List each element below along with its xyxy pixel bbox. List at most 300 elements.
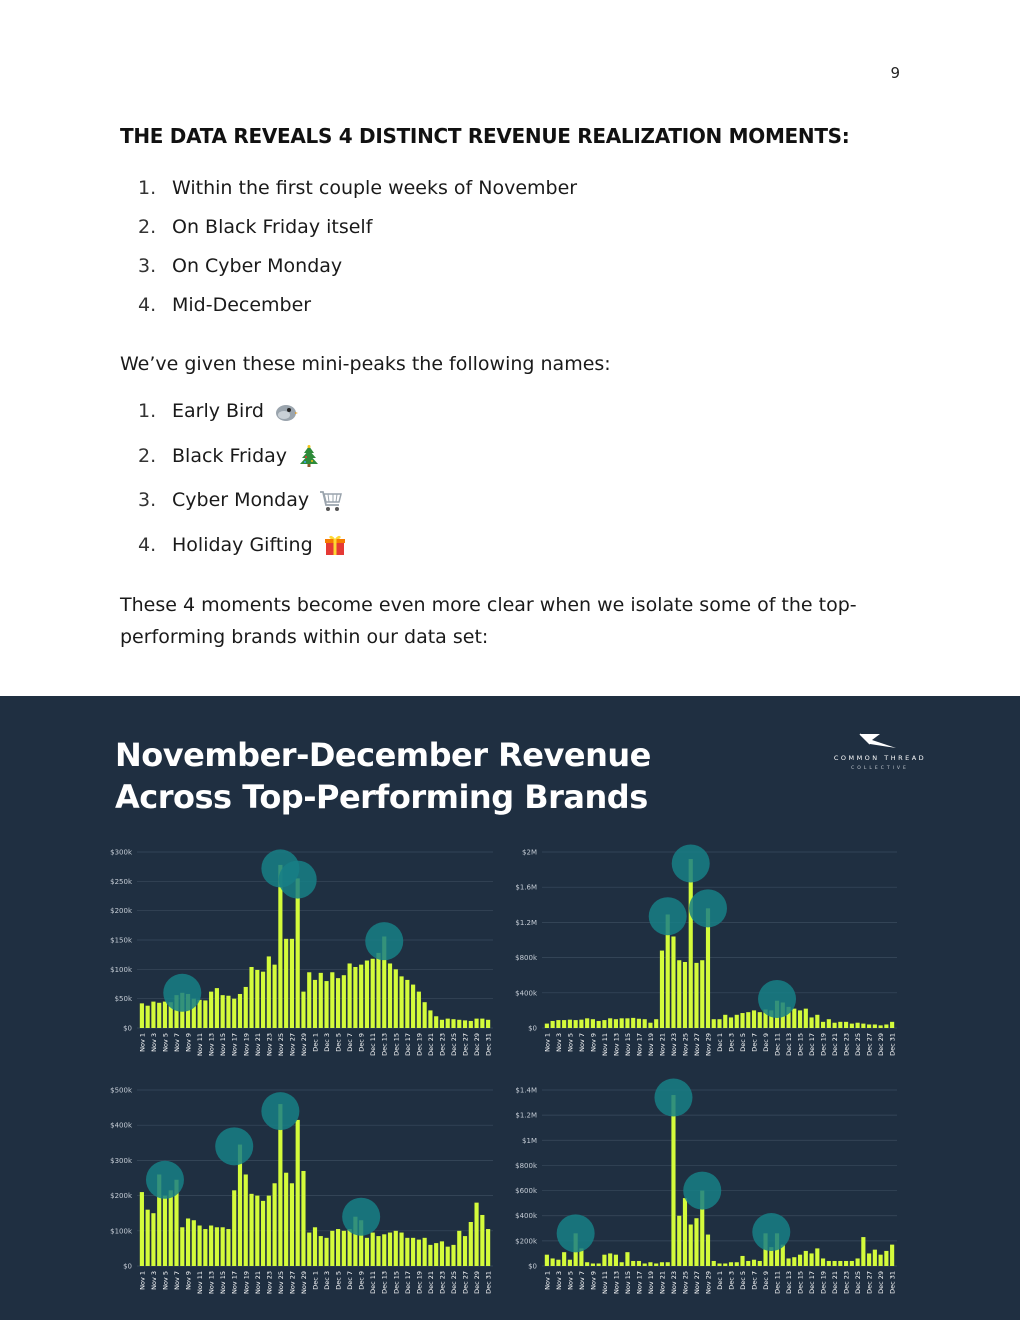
bar (273, 1183, 277, 1266)
bar (729, 1017, 733, 1028)
x-tick-label: Nov 17 (635, 1271, 644, 1295)
x-tick-label: Dec 29 (473, 1033, 482, 1056)
bar (827, 1019, 831, 1028)
x-tick-label: Nov 11 (600, 1033, 609, 1057)
bar (469, 1021, 473, 1028)
list-text: On Cyber Monday (172, 255, 343, 277)
y-tick-label: $200k (515, 1237, 537, 1246)
bar (746, 1261, 750, 1266)
bar (198, 1000, 202, 1028)
bar (597, 1263, 601, 1266)
bar (625, 1018, 629, 1028)
x-tick-label: Dec 9 (357, 1033, 366, 1052)
bar (671, 936, 675, 1028)
bar (758, 1012, 762, 1028)
y-tick-label: $1M (522, 1136, 537, 1145)
x-tick-label: Dec 7 (346, 1271, 355, 1290)
x-tick-label: Nov 25 (681, 1271, 690, 1295)
names-list (120, 398, 347, 576)
bar (324, 981, 328, 1028)
x-tick-label: Nov 13 (207, 1271, 216, 1295)
list-number: 2. (138, 216, 157, 238)
bar (446, 1019, 450, 1028)
bar (434, 1016, 438, 1028)
bar (873, 1024, 877, 1028)
peak-highlight-circle (261, 1092, 299, 1130)
bar (330, 1231, 334, 1266)
bar (614, 1255, 618, 1266)
bar (151, 1002, 155, 1028)
y-tick-label: $100k (110, 965, 132, 974)
revenue-infographic (0, 696, 1020, 1320)
bar (545, 1024, 549, 1028)
x-tick-label: Dec 19 (415, 1271, 424, 1294)
peak-highlight-circle (365, 922, 403, 960)
x-tick-label: Nov 13 (207, 1033, 216, 1057)
x-tick-label: Nov 9 (589, 1271, 598, 1290)
bar (163, 1002, 167, 1028)
x-tick-label: Dec 29 (877, 1271, 886, 1294)
x-tick-label: Dec 23 (842, 1271, 851, 1294)
bar (399, 976, 403, 1028)
bar (804, 1251, 808, 1266)
x-tick-label: Dec 21 (831, 1271, 840, 1294)
bar (809, 1253, 813, 1266)
bar (879, 1025, 883, 1028)
bar (376, 1236, 380, 1266)
y-tick-label: $400k (110, 1121, 132, 1130)
bar (844, 1261, 848, 1266)
bar (568, 1260, 572, 1266)
x-tick-label: Dec 19 (819, 1033, 828, 1056)
bar (683, 962, 687, 1028)
bar (296, 878, 300, 1028)
y-tick-label: $0 (123, 1024, 132, 1033)
x-tick-label: Dec 9 (762, 1033, 771, 1052)
bar (157, 1003, 161, 1028)
y-tick-label: $800k (515, 954, 537, 963)
x-tick-label: Nov 9 (589, 1033, 598, 1052)
list-number: 1. (138, 400, 157, 422)
x-tick-label: Dec 1 (311, 1033, 320, 1052)
list-number: 3. (138, 489, 157, 512)
bar (267, 956, 271, 1028)
y-tick-label: $1.6M (515, 883, 537, 892)
bar (192, 1220, 196, 1266)
x-tick-label: Dec 31 (484, 1271, 493, 1294)
list-item (120, 443, 347, 488)
bar (631, 1261, 635, 1266)
bar (827, 1261, 831, 1266)
bar (186, 1218, 190, 1266)
bar (597, 1021, 601, 1028)
bar (226, 1229, 230, 1266)
x-tick-label: Dec 9 (357, 1271, 366, 1290)
bar (480, 1215, 484, 1266)
y-tick-label: $400k (515, 1212, 537, 1221)
x-tick-label: Dec 5 (334, 1271, 343, 1290)
x-tick-label: Nov 5 (566, 1033, 575, 1052)
x-tick-label: Dec 25 (854, 1271, 863, 1294)
bar (301, 992, 305, 1028)
bar (752, 1010, 756, 1028)
x-tick-label: Nov 3 (149, 1033, 158, 1052)
x-tick-label: Dec 5 (739, 1271, 748, 1290)
infographic-title (115, 734, 715, 818)
y-tick-label: $600k (515, 1187, 537, 1196)
peak-highlight-circle (342, 1198, 380, 1236)
bar (574, 1020, 578, 1028)
x-tick-label: Nov 1 (543, 1271, 552, 1290)
x-tick-label: Dec 25 (449, 1033, 458, 1056)
infographic-title-line2: Across Top-Performing Brands (115, 778, 648, 816)
bar (255, 970, 259, 1028)
x-tick-label: Dec 31 (484, 1033, 493, 1056)
logo-subtitle: COLLECTIVE (851, 766, 909, 771)
company-logo (820, 730, 940, 780)
bar (348, 963, 352, 1028)
list-text: Early Bird (172, 400, 264, 422)
x-tick-label: Dec 19 (819, 1271, 828, 1294)
bar (267, 1196, 271, 1266)
bar (215, 988, 219, 1028)
closing-paragraph: These 4 moments become even more clear when we isolate some of the top-performing brands within our data set: (120, 594, 857, 648)
bar (371, 959, 375, 1028)
x-tick-label: Dec 23 (842, 1033, 851, 1056)
bar (146, 1210, 150, 1266)
bar (353, 967, 357, 1028)
y-tick-label: $2M (522, 848, 537, 857)
bar (815, 1015, 819, 1028)
bar (382, 1234, 386, 1266)
bar (221, 1227, 225, 1266)
bar (648, 1023, 652, 1028)
x-tick-label: Nov 3 (149, 1271, 158, 1290)
bar (643, 1263, 647, 1266)
peak-highlight-circle (672, 844, 710, 882)
x-tick-label: Dec 27 (461, 1271, 470, 1294)
bar (671, 1095, 675, 1266)
bar (140, 1192, 144, 1266)
names-intro: We’ve given these mini-peaks the following names: (120, 353, 611, 375)
peak-highlight-circle (654, 1079, 692, 1117)
bar (798, 1010, 802, 1028)
bar (411, 1238, 415, 1266)
bar (833, 1261, 837, 1266)
x-tick-label: Dec 17 (403, 1271, 412, 1294)
bar (474, 1019, 478, 1028)
bar (861, 1024, 865, 1028)
x-tick-label: Nov 19 (646, 1271, 655, 1295)
bar (440, 1241, 444, 1266)
bar (388, 963, 392, 1028)
bar (261, 1201, 265, 1266)
bar (556, 1020, 560, 1028)
bar (585, 1018, 589, 1028)
bar (879, 1255, 883, 1266)
bar (221, 995, 225, 1028)
bar (850, 1261, 854, 1266)
bar (689, 1225, 693, 1266)
bar (376, 953, 380, 1028)
list-item (120, 293, 577, 332)
list-item (120, 254, 577, 293)
bar (620, 1262, 624, 1266)
x-tick-label: Nov 7 (577, 1033, 586, 1052)
bar (163, 1196, 167, 1266)
bar (568, 1020, 572, 1028)
x-tick-label: Dec 17 (403, 1033, 412, 1056)
bar (394, 969, 398, 1028)
x-tick-label: Nov 1 (543, 1033, 552, 1052)
peak-highlight-circle (557, 1214, 595, 1252)
y-tick-label: $150k (110, 936, 132, 945)
bar (838, 1022, 842, 1028)
x-tick-label: Dec 7 (346, 1033, 355, 1052)
bar (712, 1019, 716, 1028)
x-tick-label: Nov 21 (253, 1033, 262, 1057)
list-item (120, 176, 577, 215)
brand-b-revenue-chart (505, 844, 900, 1064)
bar (746, 1012, 750, 1028)
page-number: 9 (890, 64, 900, 82)
x-tick-label: Nov 27 (288, 1271, 297, 1295)
bar (890, 1245, 894, 1266)
x-tick-label: Dec 1 (311, 1271, 320, 1290)
bar (712, 1261, 716, 1266)
bar (428, 1010, 432, 1028)
bar (677, 960, 681, 1028)
list-text: Within the first couple weeks of November (172, 177, 578, 199)
x-tick-label: Dec 7 (750, 1033, 759, 1052)
bar (551, 1021, 555, 1028)
bar (169, 1190, 173, 1266)
bar (284, 1173, 288, 1266)
bar (209, 1226, 213, 1266)
y-tick-label: $1.4M (515, 1086, 537, 1095)
bar (399, 1233, 403, 1266)
brand-c-revenue-chart (105, 1082, 500, 1302)
x-tick-label: Dec 15 (392, 1033, 401, 1056)
bar (792, 1009, 796, 1028)
bar (440, 1020, 444, 1028)
y-tick-label: $200k (110, 1192, 132, 1201)
x-tick-label: Dec 21 (831, 1033, 840, 1056)
x-tick-label: Nov 15 (219, 1033, 228, 1057)
bar (838, 1261, 842, 1266)
x-tick-label: Nov 21 (658, 1271, 667, 1295)
x-tick-label: Dec 29 (877, 1033, 886, 1056)
list-text: Holiday Gifting (172, 533, 313, 556)
y-tick-label: $50k (114, 995, 132, 1004)
peak-highlight-circle (683, 1172, 721, 1210)
x-tick-label: Dec 21 (426, 1271, 435, 1294)
bar (330, 972, 334, 1028)
bar (209, 992, 213, 1028)
x-tick-label: Dec 9 (762, 1271, 771, 1290)
x-tick-label: Nov 17 (230, 1271, 239, 1295)
x-tick-label: Nov 29 (704, 1271, 713, 1295)
gift-emoji-icon (323, 533, 347, 557)
bar (798, 1255, 802, 1266)
bar (723, 1263, 727, 1266)
bar (562, 1020, 566, 1028)
bar (324, 1238, 328, 1266)
bar (255, 1196, 259, 1266)
x-tick-label: Nov 29 (299, 1033, 308, 1057)
x-tick-label: Nov 27 (288, 1033, 297, 1057)
x-tick-label: Nov 9 (184, 1033, 193, 1052)
x-tick-label: Dec 31 (888, 1271, 897, 1294)
bar (654, 1263, 658, 1266)
logo-name: COMMON THREAD (833, 754, 927, 762)
bar (833, 1023, 837, 1028)
x-tick-label: Dec 13 (785, 1033, 794, 1056)
bar (451, 1245, 455, 1266)
bar (700, 960, 704, 1028)
bar (313, 980, 317, 1028)
bar (602, 1020, 606, 1028)
bar (706, 1235, 710, 1266)
x-tick-label: Dec 27 (461, 1033, 470, 1056)
peak-highlight-circle (649, 897, 687, 935)
x-tick-label: Nov 7 (173, 1271, 182, 1290)
bar (809, 1017, 813, 1028)
shopping-cart-emoji-icon (319, 489, 343, 513)
x-tick-label: Dec 7 (750, 1271, 759, 1290)
bar (457, 1231, 461, 1266)
y-tick-label: $400k (515, 989, 537, 998)
y-tick-label: $800k (515, 1161, 537, 1170)
bar (786, 1258, 790, 1266)
bar (717, 1263, 721, 1266)
x-tick-label: Nov 27 (692, 1033, 701, 1057)
list-text: On Black Friday itself (172, 216, 373, 238)
bar (602, 1255, 606, 1266)
bar (821, 1022, 825, 1028)
bar (735, 1015, 739, 1028)
bar (301, 1171, 305, 1266)
bar (614, 1019, 618, 1028)
bar (856, 1258, 860, 1266)
x-tick-label: Nov 5 (161, 1271, 170, 1290)
x-tick-label: Dec 3 (323, 1271, 332, 1290)
bar (821, 1258, 825, 1266)
x-tick-label: Nov 13 (612, 1033, 621, 1057)
bar (469, 1222, 473, 1266)
bar (637, 1019, 641, 1028)
bar (758, 1261, 762, 1266)
list-number: 4. (138, 533, 157, 556)
x-tick-label: Dec 25 (854, 1033, 863, 1056)
x-tick-label: Dec 15 (796, 1033, 805, 1056)
bar (844, 1022, 848, 1028)
x-tick-label: Nov 25 (276, 1033, 285, 1057)
x-tick-label: Dec 1 (716, 1033, 724, 1052)
x-tick-label: Nov 21 (658, 1033, 667, 1057)
x-tick-label: Nov 19 (242, 1033, 251, 1057)
x-tick-label: Nov 21 (253, 1271, 262, 1295)
bar (307, 972, 311, 1028)
x-tick-label: Nov 5 (161, 1033, 170, 1052)
y-tick-label: $1.2M (515, 918, 537, 927)
bar (620, 1018, 624, 1028)
bar (359, 965, 363, 1028)
x-tick-label: Nov 27 (692, 1271, 701, 1295)
bar (562, 1252, 566, 1266)
y-tick-label: $1.2M (515, 1111, 537, 1120)
bar (457, 1020, 461, 1028)
bar (608, 1018, 612, 1028)
bar (417, 992, 421, 1028)
x-tick-label: Nov 23 (669, 1271, 678, 1295)
x-tick-label: Nov 19 (646, 1033, 655, 1057)
list-number: 1. (138, 177, 157, 199)
bar (625, 1252, 629, 1266)
x-tick-label: Dec 13 (380, 1271, 389, 1294)
bar (307, 1233, 311, 1266)
y-tick-label: $300k (110, 1156, 132, 1165)
x-tick-label: Dec 5 (334, 1033, 343, 1052)
bar (388, 1233, 392, 1266)
bar (856, 1023, 860, 1028)
y-tick-label: $250k (110, 877, 132, 886)
bar (867, 1024, 871, 1028)
bar (884, 1024, 888, 1028)
bar (884, 1251, 888, 1266)
x-tick-label: Dec 15 (796, 1271, 805, 1294)
x-tick-label: Nov 7 (577, 1271, 586, 1290)
x-tick-label: Dec 19 (415, 1033, 424, 1056)
bar (215, 1227, 219, 1266)
x-tick-label: Nov 25 (276, 1271, 285, 1295)
list-number: 4. (138, 294, 157, 316)
brand-a-revenue-chart (105, 844, 500, 1064)
bar (463, 1236, 467, 1266)
bar (244, 1174, 248, 1266)
x-tick-label: Nov 11 (196, 1033, 205, 1057)
bar (867, 1253, 871, 1266)
christmas-tree-emoji-icon (297, 444, 321, 468)
bar (146, 1006, 150, 1028)
bar (740, 1256, 744, 1266)
bar (273, 965, 277, 1028)
bar (336, 978, 340, 1028)
x-tick-label: Nov 3 (554, 1033, 563, 1052)
list-item (120, 532, 347, 577)
list-item (120, 487, 347, 532)
bar (631, 1018, 635, 1028)
x-tick-label: Dec 25 (449, 1271, 458, 1294)
bar (434, 1243, 438, 1266)
bar (486, 1020, 490, 1028)
list-text: Mid-December (172, 294, 312, 316)
bar (405, 980, 409, 1028)
bar (226, 996, 230, 1028)
bar (336, 1229, 340, 1266)
peak-highlight-circle (146, 1161, 184, 1199)
x-tick-label: Dec 27 (865, 1271, 874, 1294)
x-tick-label: Nov 29 (704, 1033, 713, 1057)
x-tick-label: Dec 13 (785, 1271, 794, 1294)
x-tick-label: Dec 17 (808, 1033, 817, 1056)
bar (486, 1229, 490, 1266)
bar (579, 1020, 583, 1028)
list-number: 3. (138, 255, 157, 277)
bar (873, 1250, 877, 1266)
bar (556, 1260, 560, 1266)
list-text: Cyber Monday (172, 489, 310, 512)
